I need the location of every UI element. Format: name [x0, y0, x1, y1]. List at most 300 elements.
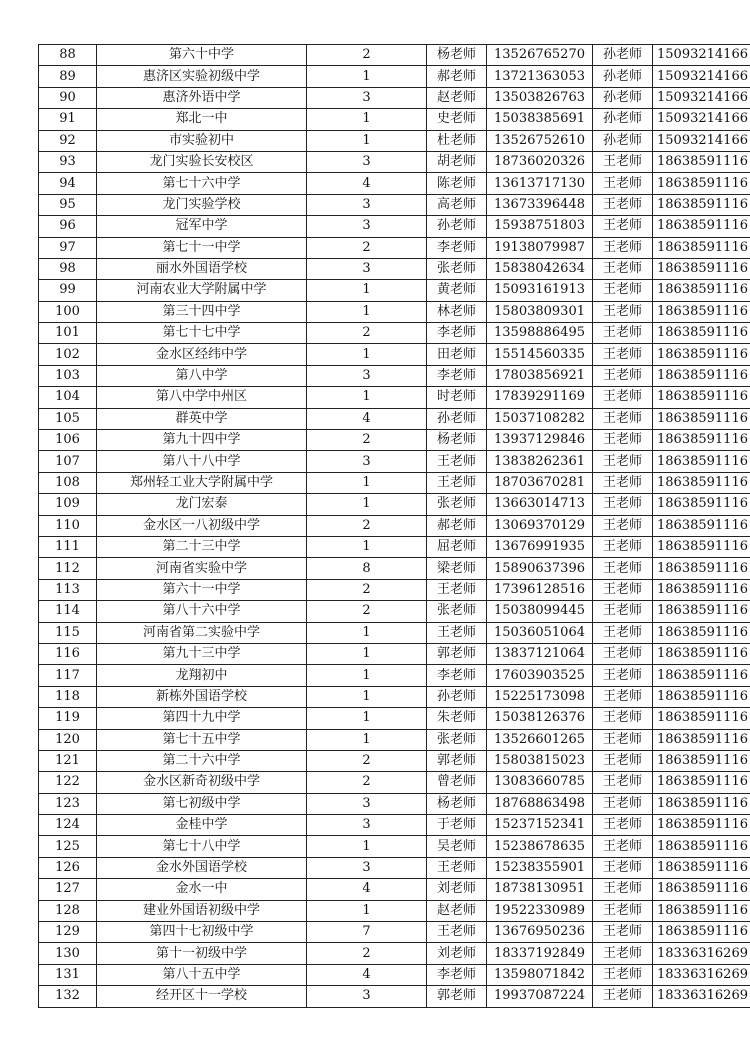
contact-phone-cell: 15038126376: [487, 708, 593, 729]
count-cell: 2: [307, 579, 427, 600]
row-number-cell: 95: [39, 194, 97, 215]
table-row: [39, 323, 750, 344]
coordinator-name-cell: 王老师: [593, 430, 653, 451]
table-row: [39, 815, 750, 836]
coordinator-phone-cell: 18638591116: [653, 344, 750, 365]
contact-name-cell: 刘老师: [427, 943, 487, 964]
coordinator-phone-cell: 18638591116: [653, 879, 750, 900]
document-page: [38, 44, 748, 1008]
table-row: [39, 964, 750, 985]
coordinator-phone-cell: 18638591116: [653, 601, 750, 622]
row-number-cell: 129: [39, 922, 97, 943]
coordinator-name-cell: 王老师: [593, 793, 653, 814]
contact-name-cell: 李老师: [427, 323, 487, 344]
contact-name-cell: 屈老师: [427, 536, 487, 557]
count-cell: 1: [307, 643, 427, 664]
coordinator-name-cell: 王老师: [593, 750, 653, 771]
coordinator-phone-cell: 18638591116: [653, 387, 750, 408]
coordinator-name-cell: 王老师: [593, 344, 653, 365]
table-row: [39, 280, 750, 301]
count-cell: 2: [307, 772, 427, 793]
row-number-cell: 115: [39, 622, 97, 643]
table-body: [39, 45, 750, 1008]
table-row: [39, 365, 750, 386]
count-cell: 1: [307, 109, 427, 130]
school-name-cell: 经开区十一学校: [97, 986, 307, 1007]
table-row: [39, 494, 750, 515]
contact-name-cell: 吴老师: [427, 836, 487, 857]
coordinator-phone-cell: 18638591116: [653, 173, 750, 194]
coordinator-phone-cell: 18638591116: [653, 408, 750, 429]
table-row: [39, 665, 750, 686]
contact-name-cell: 孙老师: [427, 686, 487, 707]
coordinator-phone-cell: 18336316269: [653, 943, 750, 964]
contact-name-cell: 王老师: [427, 857, 487, 878]
school-name-cell: 第二十三中学: [97, 536, 307, 557]
contact-phone-cell: 13721363053: [487, 66, 593, 87]
table-row: [39, 793, 750, 814]
contact-phone-cell: 17396128516: [487, 579, 593, 600]
coordinator-phone-cell: 18638591116: [653, 301, 750, 322]
school-name-cell: 新栋外国语学校: [97, 686, 307, 707]
contact-name-cell: 田老师: [427, 344, 487, 365]
count-cell: 3: [307, 216, 427, 237]
contact-phone-cell: 15238678635: [487, 836, 593, 857]
school-name-cell: 河南省实验中学: [97, 558, 307, 579]
contact-name-cell: 李老师: [427, 237, 487, 258]
count-cell: 1: [307, 280, 427, 301]
count-cell: 3: [307, 857, 427, 878]
contact-name-cell: 王老师: [427, 579, 487, 600]
table-row: [39, 87, 750, 108]
school-name-cell: 第八十六中学: [97, 601, 307, 622]
table-row: [39, 301, 750, 322]
count-cell: 4: [307, 408, 427, 429]
coordinator-name-cell: 王老师: [593, 836, 653, 857]
coordinator-phone-cell: 18638591116: [653, 515, 750, 536]
coordinator-name-cell: 王老师: [593, 301, 653, 322]
school-name-cell: 第八中学中州区: [97, 387, 307, 408]
coordinator-phone-cell: 18638591116: [653, 857, 750, 878]
coordinator-name-cell: 王老师: [593, 280, 653, 301]
row-number-cell: 123: [39, 793, 97, 814]
table-row: [39, 686, 750, 707]
row-number-cell: 93: [39, 151, 97, 172]
coordinator-phone-cell: 18638591116: [653, 772, 750, 793]
school-name-cell: 河南省第二实验中学: [97, 622, 307, 643]
coordinator-name-cell: 王老师: [593, 494, 653, 515]
school-name-cell: 金水区经纬中学: [97, 344, 307, 365]
table-row: [39, 109, 750, 130]
table-row: [39, 857, 750, 878]
school-name-cell: 龙门宏泰: [97, 494, 307, 515]
contact-name-cell: 王老师: [427, 451, 487, 472]
contact-name-cell: 朱老师: [427, 708, 487, 729]
coordinator-name-cell: 王老师: [593, 601, 653, 622]
coordinator-name-cell: 孙老师: [593, 87, 653, 108]
coordinator-name-cell: 王老师: [593, 686, 653, 707]
contact-name-cell: 赵老师: [427, 87, 487, 108]
coordinator-phone-cell: 18638591116: [653, 365, 750, 386]
coordinator-phone-cell: 18638591116: [653, 194, 750, 215]
coordinator-name-cell: 王老师: [593, 472, 653, 493]
contact-phone-cell: 13676950236: [487, 922, 593, 943]
table-row: [39, 622, 750, 643]
school-name-cell: 龙翔初中: [97, 665, 307, 686]
table-row: [39, 922, 750, 943]
school-name-cell: 第七初级中学: [97, 793, 307, 814]
contact-phone-cell: 13526765270: [487, 45, 593, 66]
table-row: [39, 344, 750, 365]
coordinator-phone-cell: 18638591116: [653, 151, 750, 172]
coordinator-name-cell: 王老师: [593, 815, 653, 836]
coordinator-phone-cell: 15093214166: [653, 109, 750, 130]
table-row: [39, 601, 750, 622]
school-name-cell: 第三十四中学: [97, 301, 307, 322]
school-name-cell: 第八十五中学: [97, 964, 307, 985]
contact-phone-cell: 18703670281: [487, 472, 593, 493]
coordinator-phone-cell: 18638591116: [653, 665, 750, 686]
school-name-cell: 建业外国语初级中学: [97, 900, 307, 921]
contact-phone-cell: 13676991935: [487, 536, 593, 557]
school-name-cell: 第四十七初级中学: [97, 922, 307, 943]
contact-phone-cell: 18768863498: [487, 793, 593, 814]
school-name-cell: 惠济外语中学: [97, 87, 307, 108]
row-number-cell: 91: [39, 109, 97, 130]
school-name-cell: 第四十九中学: [97, 708, 307, 729]
contact-phone-cell: 15803815023: [487, 750, 593, 771]
count-cell: 4: [307, 964, 427, 985]
table-row: [39, 879, 750, 900]
count-cell: 1: [307, 536, 427, 557]
school-name-cell: 第八十八中学: [97, 451, 307, 472]
contact-name-cell: 陈老师: [427, 173, 487, 194]
coordinator-name-cell: 王老师: [593, 536, 653, 557]
contact-phone-cell: 13937129846: [487, 430, 593, 451]
row-number-cell: 126: [39, 857, 97, 878]
coordinator-name-cell: 王老师: [593, 729, 653, 750]
count-cell: 3: [307, 815, 427, 836]
coordinator-phone-cell: 18638591116: [653, 922, 750, 943]
count-cell: 3: [307, 87, 427, 108]
row-number-cell: 121: [39, 750, 97, 771]
school-name-cell: 第七十六中学: [97, 173, 307, 194]
coordinator-name-cell: 王老师: [593, 879, 653, 900]
contact-phone-cell: 13069370129: [487, 515, 593, 536]
contact-phone-cell: 15093161913: [487, 280, 593, 301]
contact-phone-cell: 19522330989: [487, 900, 593, 921]
contact-phone-cell: 13503826763: [487, 87, 593, 108]
coordinator-phone-cell: 15093214166: [653, 66, 750, 87]
count-cell: 1: [307, 301, 427, 322]
count-cell: 7: [307, 922, 427, 943]
count-cell: 2: [307, 750, 427, 771]
contact-name-cell: 张老师: [427, 729, 487, 750]
school-name-cell: 市实验初中: [97, 130, 307, 151]
count-cell: 2: [307, 515, 427, 536]
contact-name-cell: 赵老师: [427, 900, 487, 921]
contact-phone-cell: 18736020326: [487, 151, 593, 172]
coordinator-phone-cell: 18638591116: [653, 622, 750, 643]
count-cell: 1: [307, 494, 427, 515]
coordinator-name-cell: 王老师: [593, 451, 653, 472]
coordinator-phone-cell: 18638591116: [653, 686, 750, 707]
coordinator-phone-cell: 18638591116: [653, 323, 750, 344]
coordinator-phone-cell: 18638591116: [653, 216, 750, 237]
contact-name-cell: 张老师: [427, 601, 487, 622]
coordinator-name-cell: 王老师: [593, 237, 653, 258]
contact-phone-cell: 15838042634: [487, 258, 593, 279]
coordinator-name-cell: 王老师: [593, 173, 653, 194]
coordinator-name-cell: 王老师: [593, 515, 653, 536]
row-number-cell: 128: [39, 900, 97, 921]
contact-phone-cell: 17839291169: [487, 387, 593, 408]
count-cell: 1: [307, 66, 427, 87]
contact-name-cell: 王老师: [427, 622, 487, 643]
count-cell: 2: [307, 601, 427, 622]
coordinator-phone-cell: 15093214166: [653, 130, 750, 151]
coordinator-name-cell: 孙老师: [593, 130, 653, 151]
contact-phone-cell: 13598071842: [487, 964, 593, 985]
table-row: [39, 237, 750, 258]
table-row: [39, 943, 750, 964]
coordinator-phone-cell: 18638591116: [653, 451, 750, 472]
table-row: [39, 536, 750, 557]
contact-phone-cell: 15237152341: [487, 815, 593, 836]
coordinator-name-cell: 王老师: [593, 900, 653, 921]
school-name-cell: 龙门实验学校: [97, 194, 307, 215]
school-name-cell: 金水一中: [97, 879, 307, 900]
contact-phone-cell: 15238355901: [487, 857, 593, 878]
coordinator-phone-cell: 18638591116: [653, 536, 750, 557]
school-name-cell: 郑州轻工业大学附属中学: [97, 472, 307, 493]
table-row: [39, 579, 750, 600]
coordinator-phone-cell: 15093214166: [653, 87, 750, 108]
school-name-cell: 群英中学: [97, 408, 307, 429]
row-number-cell: 114: [39, 601, 97, 622]
contact-name-cell: 李老师: [427, 665, 487, 686]
row-number-cell: 111: [39, 536, 97, 557]
table-row: [39, 750, 750, 771]
school-name-cell: 郑北一中: [97, 109, 307, 130]
contact-name-cell: 刘老师: [427, 879, 487, 900]
contact-name-cell: 曾老师: [427, 772, 487, 793]
contact-name-cell: 郭老师: [427, 750, 487, 771]
contact-name-cell: 李老师: [427, 964, 487, 985]
count-cell: 1: [307, 708, 427, 729]
row-number-cell: 113: [39, 579, 97, 600]
row-number-cell: 102: [39, 344, 97, 365]
table-row: [39, 900, 750, 921]
contact-name-cell: 王老师: [427, 922, 487, 943]
row-number-cell: 116: [39, 643, 97, 664]
school-name-cell: 第八中学: [97, 365, 307, 386]
count-cell: 2: [307, 237, 427, 258]
row-number-cell: 90: [39, 87, 97, 108]
row-number-cell: 112: [39, 558, 97, 579]
row-number-cell: 100: [39, 301, 97, 322]
contact-name-cell: 张老师: [427, 258, 487, 279]
count-cell: 3: [307, 194, 427, 215]
count-cell: 1: [307, 472, 427, 493]
count-cell: 1: [307, 686, 427, 707]
coordinator-phone-cell: 18638591116: [653, 280, 750, 301]
row-number-cell: 108: [39, 472, 97, 493]
coordinator-name-cell: 王老师: [593, 665, 653, 686]
coordinator-name-cell: 王老师: [593, 857, 653, 878]
row-number-cell: 107: [39, 451, 97, 472]
school-name-cell: 金桂中学: [97, 815, 307, 836]
contact-name-cell: 郝老师: [427, 515, 487, 536]
contact-phone-cell: 13837121064: [487, 643, 593, 664]
school-name-cell: 金水区新奇初级中学: [97, 772, 307, 793]
contact-name-cell: 李老师: [427, 365, 487, 386]
count-cell: 3: [307, 365, 427, 386]
coordinator-name-cell: 王老师: [593, 258, 653, 279]
school-name-cell: 金水外国语学校: [97, 857, 307, 878]
count-cell: 3: [307, 986, 427, 1007]
table-row: [39, 387, 750, 408]
count-cell: 3: [307, 258, 427, 279]
count-cell: 1: [307, 665, 427, 686]
coordinator-phone-cell: 18638591116: [653, 579, 750, 600]
coordinator-name-cell: 王老师: [593, 558, 653, 579]
table-row: [39, 194, 750, 215]
count-cell: 3: [307, 793, 427, 814]
row-number-cell: 125: [39, 836, 97, 857]
count-cell: 1: [307, 344, 427, 365]
contact-phone-cell: 15890637396: [487, 558, 593, 579]
school-name-cell: 河南农业大学附属中学: [97, 280, 307, 301]
school-name-cell: 第七十一中学: [97, 237, 307, 258]
row-number-cell: 92: [39, 130, 97, 151]
row-number-cell: 132: [39, 986, 97, 1007]
contact-name-cell: 胡老师: [427, 151, 487, 172]
count-cell: 4: [307, 879, 427, 900]
count-cell: 2: [307, 323, 427, 344]
table-row: [39, 216, 750, 237]
row-number-cell: 127: [39, 879, 97, 900]
contact-phone-cell: 17803856921: [487, 365, 593, 386]
contact-phone-cell: 13526752610: [487, 130, 593, 151]
row-number-cell: 89: [39, 66, 97, 87]
school-name-cell: 金水区一八初级中学: [97, 515, 307, 536]
contact-name-cell: 张老师: [427, 494, 487, 515]
coordinator-name-cell: 王老师: [593, 708, 653, 729]
row-number-cell: 106: [39, 430, 97, 451]
coordinator-name-cell: 王老师: [593, 323, 653, 344]
count-cell: 1: [307, 836, 427, 857]
contact-phone-cell: 15036051064: [487, 622, 593, 643]
coordinator-name-cell: 王老师: [593, 922, 653, 943]
count-cell: 3: [307, 151, 427, 172]
coordinator-phone-cell: 18638591116: [653, 643, 750, 664]
count-cell: 1: [307, 900, 427, 921]
table-row: [39, 986, 750, 1007]
table-row: [39, 151, 750, 172]
contact-phone-cell: 13663014713: [487, 494, 593, 515]
school-name-cell: 惠济区实验初级中学: [97, 66, 307, 87]
coordinator-name-cell: 王老师: [593, 408, 653, 429]
table-row: [39, 729, 750, 750]
count-cell: 2: [307, 943, 427, 964]
contact-name-cell: 孙老师: [427, 216, 487, 237]
school-name-cell: 龙门实验长安校区: [97, 151, 307, 172]
row-number-cell: 110: [39, 515, 97, 536]
contact-phone-cell: 13838262361: [487, 451, 593, 472]
table-row: [39, 708, 750, 729]
row-number-cell: 118: [39, 686, 97, 707]
coordinator-phone-cell: 18638591116: [653, 900, 750, 921]
school-name-cell: 丽水外国语学校: [97, 258, 307, 279]
row-number-cell: 98: [39, 258, 97, 279]
count-cell: 1: [307, 729, 427, 750]
table-row: [39, 451, 750, 472]
coordinator-phone-cell: 18336316269: [653, 964, 750, 985]
coordinator-phone-cell: 18638591116: [653, 430, 750, 451]
table-row: [39, 66, 750, 87]
row-number-cell: 131: [39, 964, 97, 985]
coordinator-phone-cell: 18638591116: [653, 815, 750, 836]
row-number-cell: 94: [39, 173, 97, 194]
count-cell: 1: [307, 387, 427, 408]
school-name-cell: 第二十六中学: [97, 750, 307, 771]
table-row: [39, 772, 750, 793]
coordinator-name-cell: 孙老师: [593, 109, 653, 130]
count-cell: 4: [307, 173, 427, 194]
school-contact-table: [38, 44, 750, 1008]
school-name-cell: 第六十一中学: [97, 579, 307, 600]
school-name-cell: 第十一初级中学: [97, 943, 307, 964]
contact-name-cell: 高老师: [427, 194, 487, 215]
contact-name-cell: 孙老师: [427, 408, 487, 429]
count-cell: 1: [307, 130, 427, 151]
coordinator-name-cell: 王老师: [593, 579, 653, 600]
contact-phone-cell: 18738130951: [487, 879, 593, 900]
coordinator-phone-cell: 18638591116: [653, 836, 750, 857]
coordinator-name-cell: 孙老师: [593, 45, 653, 66]
school-name-cell: 第七十七中学: [97, 323, 307, 344]
coordinator-name-cell: 王老师: [593, 194, 653, 215]
contact-phone-cell: 15225173098: [487, 686, 593, 707]
school-name-cell: 第六十中学: [97, 45, 307, 66]
coordinator-phone-cell: 18638591116: [653, 750, 750, 771]
coordinator-phone-cell: 18638591116: [653, 558, 750, 579]
coordinator-phone-cell: 18638591116: [653, 729, 750, 750]
coordinator-name-cell: 王老师: [593, 943, 653, 964]
row-number-cell: 105: [39, 408, 97, 429]
coordinator-phone-cell: 18638591116: [653, 793, 750, 814]
coordinator-phone-cell: 15093214166: [653, 45, 750, 66]
contact-phone-cell: 13673396448: [487, 194, 593, 215]
contact-name-cell: 王老师: [427, 472, 487, 493]
table-row: [39, 643, 750, 664]
contact-phone-cell: 13598886495: [487, 323, 593, 344]
contact-phone-cell: 17603903525: [487, 665, 593, 686]
row-number-cell: 122: [39, 772, 97, 793]
row-number-cell: 104: [39, 387, 97, 408]
school-name-cell: 第九十三中学: [97, 643, 307, 664]
table-row: [39, 430, 750, 451]
contact-phone-cell: 13526601265: [487, 729, 593, 750]
contact-name-cell: 杨老师: [427, 793, 487, 814]
row-number-cell: 120: [39, 729, 97, 750]
table-row: [39, 258, 750, 279]
coordinator-name-cell: 王老师: [593, 151, 653, 172]
contact-phone-cell: 19937087224: [487, 986, 593, 1007]
coordinator-name-cell: 王老师: [593, 772, 653, 793]
contact-name-cell: 于老师: [427, 815, 487, 836]
